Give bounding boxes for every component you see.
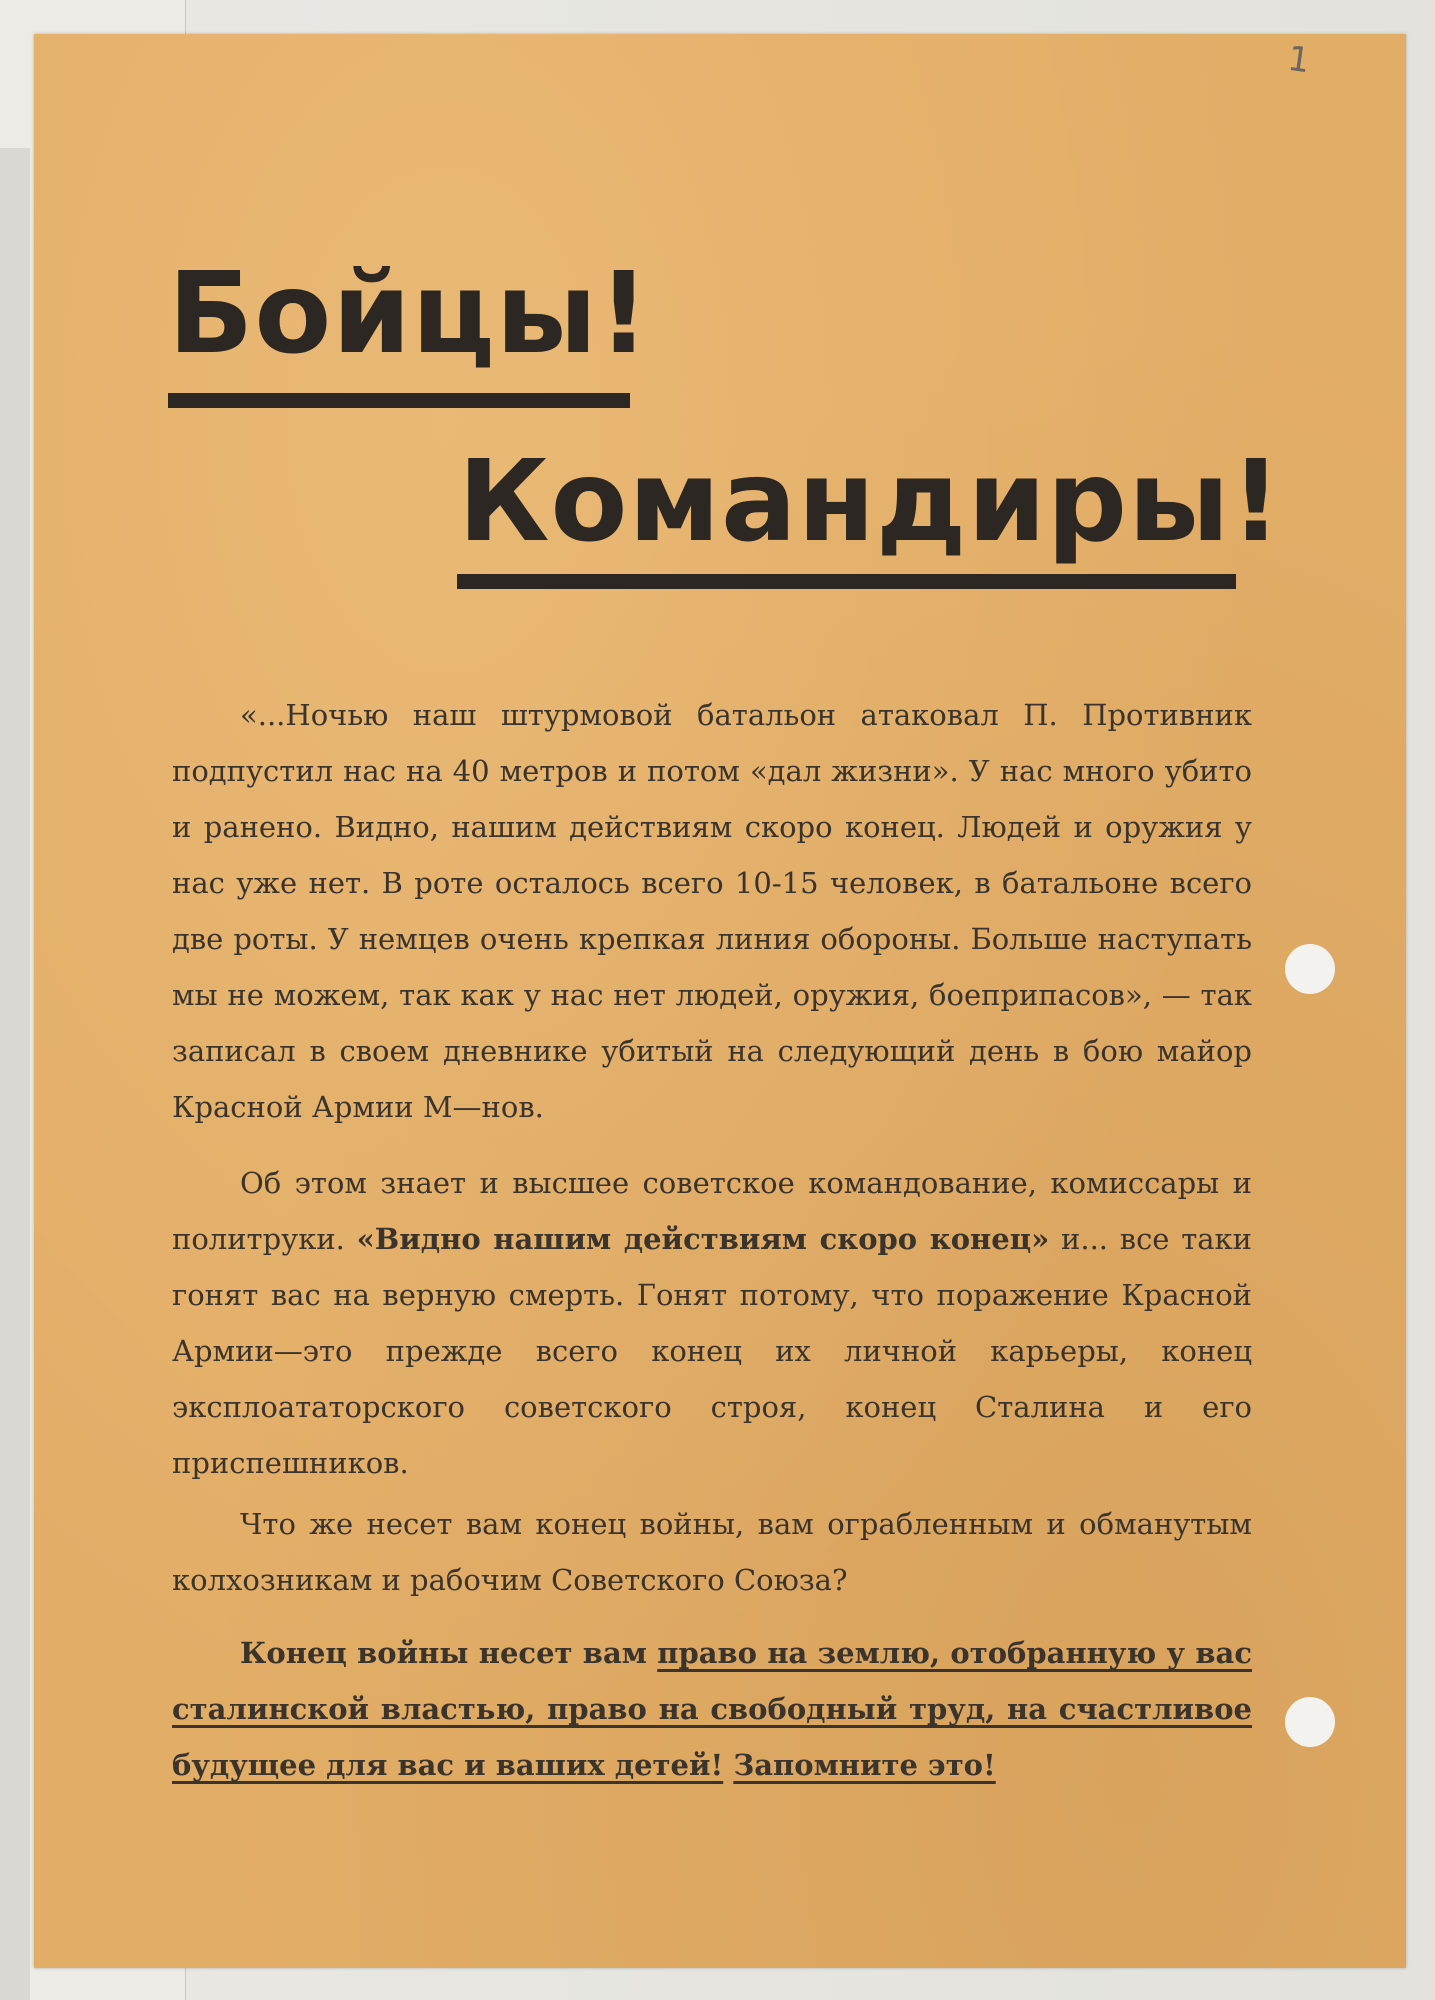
paragraph-question: Что же несет вам конец войны, вам ограбленным и обманутым колхозникам и рабочим Советского Союза? — [172, 1507, 1252, 1597]
paragraph-command — [172, 1155, 1252, 1491]
title-underline-2 — [457, 574, 1236, 589]
title-soldiers: Бойцы! — [168, 249, 651, 379]
paragraph-conclusion-start: Конец войны несет вам — [240, 1636, 658, 1670]
paragraph-command-end: и... все таки гонят вас на верную смерть. Гонят потому, что поражение Красной Армии—это прежде всего конец их личной карьеры, конец эксплоататорского советского строя, конец Сталина и его приспешников. — [172, 1222, 1252, 1480]
punch-hole-lower — [1285, 1697, 1335, 1747]
paragraph-command-emphasis: «Видно нашим действиям скоро конец» — [356, 1222, 1050, 1256]
paragraph-diary-quote: «...Ночью наш штурмовой батальон атаковал П. Противник подпустил нас на 40 метров и потом «дал жизни». У нас много убито и ранено. Видно, нашим действиям скоро конец. Людей и оружия у нас уже нет. В роте осталось всего 10-15 человек, в батальоне всего две роты. У немцев очень крепкая линия обороны. Больше наступать мы не можем, так как у нас нет людей, оружия, боеприпасов», — так записал в своем дневнике убитый на следующий день в бою майор Красной Армии М—нов. — [172, 698, 1252, 1124]
backing-edge — [0, 148, 30, 2000]
paragraph-conclusion-sep — [723, 1748, 733, 1782]
paragraph-conclusion-remember: Запомните это! — [733, 1748, 996, 1782]
paragraph-command-start: Об этом знает и высшее советское командование, комиссары и политруки. — [172, 1166, 1252, 1256]
title-commanders: Командиры! — [458, 437, 1283, 567]
page-number: 1 — [1285, 38, 1313, 82]
punch-hole-upper — [1285, 944, 1335, 994]
paragraph-conclusion-underlined: право на землю, отобранную у вас сталинской властью, право на свободный труд, на счастливое будущее для вас и ваших детей! — [172, 1636, 1252, 1782]
paragraph-conclusion — [172, 1625, 1252, 1793]
title-underline-1 — [168, 393, 630, 408]
